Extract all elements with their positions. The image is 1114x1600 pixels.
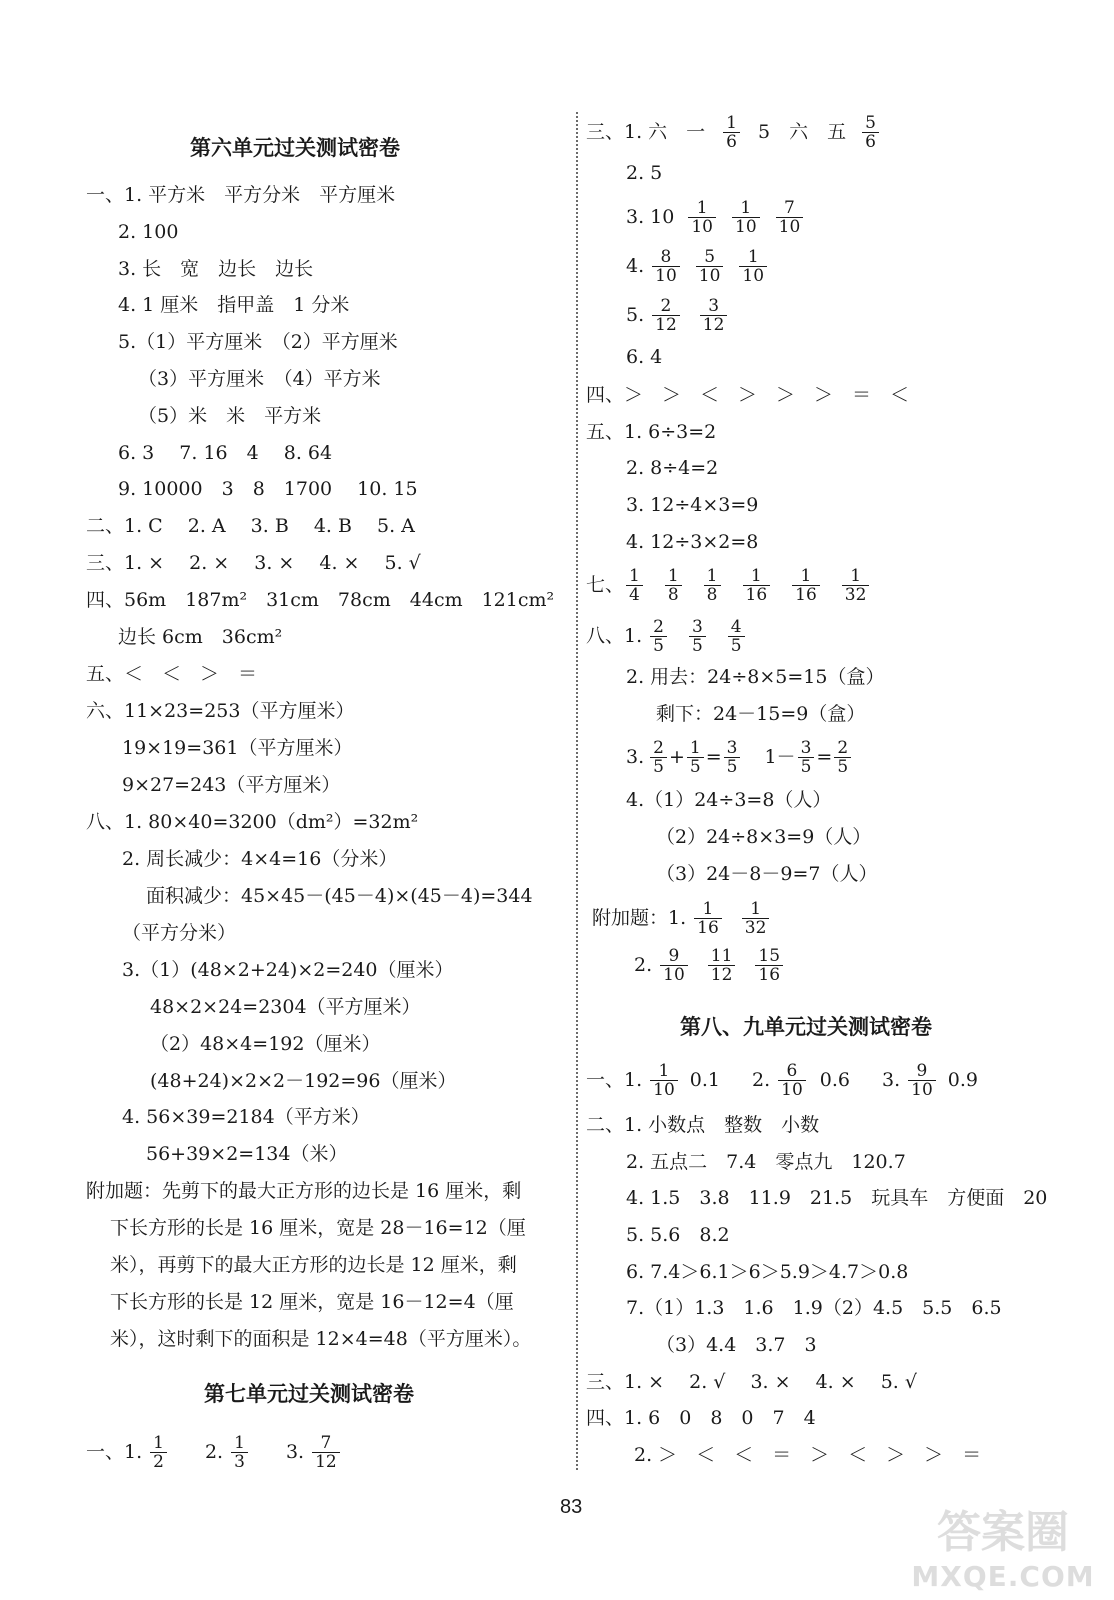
answer-line: 6. 7.4＞6.1＞6＞5.9＞4.7＞0.8 xyxy=(626,1261,909,1283)
unit89-yi-line: 一、1. $\frac{1}{10}$ 0.1 2. $\frac{6}{10}$ 0.6 3. $\frac{9}{10}$ 0.9 xyxy=(586,1060,978,1100)
fraction: $\frac{1}{10}$ xyxy=(739,248,767,285)
fujia-q1-line: 附加题：1. $\frac{1}{16}$ $\frac{1}{32}$ xyxy=(592,896,771,940)
answer-line: 一、1. 平方米 平方分米 平方厘米 xyxy=(86,184,396,206)
fraction: $\frac{3}{5}$ xyxy=(798,739,815,776)
san-q1-line: 三、1. 六 一 $\frac{1}{6}$ 5 六 五 $\frac{5}{6}$ xyxy=(586,110,881,154)
answer-line: 三、1. × 2. √ 3. × 4. × 5. √ xyxy=(586,1371,917,1393)
answer-line: 附加题：先剪下的最大正方形的边长是 16 厘米，剩 xyxy=(86,1180,522,1202)
page-number: 83 xyxy=(560,1496,583,1518)
fraction: $\frac{9}{10}$ xyxy=(660,947,688,984)
answer-line: 9×27=243（平方厘米） xyxy=(122,774,341,796)
fraction: $\frac{5}{10}$ xyxy=(696,248,724,285)
question-label: 一、1. xyxy=(86,1441,143,1463)
fraction: $\frac{5}{6}$ xyxy=(862,114,879,151)
answer-line: 6. 4 xyxy=(626,346,663,368)
ba-q3-line: 3. $\frac{2}{5}$ + $\frac{1}{5}$ = $\frac{3}{5}$ 1－ $\frac{3}{5}$ = $\frac{2}{5}$ xyxy=(626,735,853,779)
fraction: $\frac{2}{5}$ xyxy=(834,739,851,776)
answer-line: 3.（1）(48×2+24)×2=240（厘米） xyxy=(122,959,454,981)
answer-line: 2. 五点二 7.4 零点九 120.7 xyxy=(626,1151,906,1173)
answer-line: 五、＜ ＜ ＞ ＝ xyxy=(86,663,258,685)
question-label: 2. xyxy=(204,1441,224,1463)
fraction: $\frac{1}{32}$ xyxy=(742,900,770,937)
answer-line: 2. 8÷4=2 xyxy=(626,457,719,479)
answer-line: 米），这时剩下的面积是 12×4=48（平方厘米）。 xyxy=(110,1328,532,1350)
answer-line: 六、11×23=253（平方厘米） xyxy=(86,700,355,722)
fraction: $\frac{1}{8}$ xyxy=(704,567,721,604)
fraction: $\frac{9}{10}$ xyxy=(908,1062,936,1099)
answer-line: 56+39×2=134（米） xyxy=(146,1143,348,1165)
fraction: $\frac{1}{3}$ xyxy=(231,1434,248,1471)
answer-line: 3. 12÷4×3=9 xyxy=(626,494,759,516)
fraction: $\frac{11}{12}$ xyxy=(708,947,736,984)
answer-line: 7.（1）1.3 1.6 1.9（2）4.5 5.5 6.5 xyxy=(626,1297,1002,1319)
fraction: $\frac{3}{12}$ xyxy=(700,297,728,334)
watermark-bottom-text: MXQE.COM xyxy=(911,1560,1095,1593)
fraction: $\frac{1}{10}$ xyxy=(732,199,760,236)
fraction: $\frac{1}{16}$ xyxy=(694,900,722,937)
answer-line: 4. 12÷3×2=8 xyxy=(626,531,759,553)
fraction: $\frac{1}{5}$ xyxy=(687,739,704,776)
right-column xyxy=(578,0,1114,1600)
fujia-q2-line: 2. $\frac{9}{10}$ $\frac{11}{12}$ $\frac{15}{16}$ xyxy=(634,943,785,987)
unit7-title: 第七单元过关测试密卷 xyxy=(204,1382,414,1406)
answer-line: （3）4.4 3.7 3 xyxy=(656,1334,817,1356)
answer-line: 19×19=361（平方厘米） xyxy=(122,737,353,759)
unit89-title: 第八、九单元过关测试密卷 xyxy=(680,1015,932,1039)
fraction: $\frac{15}{16}$ xyxy=(755,947,783,984)
answer-line: 下长方形的长是 16 厘米，宽是 28－16=12（厘 xyxy=(110,1217,526,1239)
fraction: $\frac{2}{12}$ xyxy=(652,297,680,334)
answer-line: 四、56m 187m² 31cm 78cm 44cm 121cm² xyxy=(86,589,555,611)
answer-line: 米），再剪下的最大正方形的边长是 12 厘米，剩 xyxy=(110,1254,517,1276)
answer-line: 4. 1 厘米 指甲盖 1 分米 xyxy=(118,294,350,316)
answer-line: 5. 5.6 8.2 xyxy=(626,1224,730,1246)
answer-line: （2）48×4=192（厘米） xyxy=(150,1033,381,1055)
answer-line: 四、1. 6 0 8 0 7 4 xyxy=(586,1407,816,1429)
answer-line: 2. 5 xyxy=(626,162,663,184)
san-q4-line: 4. $\frac{8}{10}$ $\frac{5}{10}$ $\frac{1}{10}$ xyxy=(626,244,769,288)
answer-line: 下长方形的长是 12 厘米，宽是 16－12=4（厘 xyxy=(110,1291,514,1313)
answer-line: 八、1. 80×40=3200（dm²）=32m² xyxy=(86,811,419,833)
san-q3-line: 3. 10 $\frac{1}{10}$ $\frac{1}{10}$ $\frac{7}{10}$ xyxy=(626,195,805,239)
answer-line: 2. ＞ ＜ ＜ ＝ ＞ ＜ ＞ ＞ ＝ xyxy=(634,1444,982,1466)
answer-line: （5）米 米 平方米 xyxy=(138,405,322,427)
fraction: $\frac{1}{16}$ xyxy=(792,567,820,604)
fraction: $\frac{7}{12}$ xyxy=(312,1434,340,1471)
answer-line: 二、1. C 2. A 3. B 4. B 5. A xyxy=(86,515,415,537)
answer-line: 四、＞ ＞ ＜ ＞ ＞ ＞ ＝ ＜ xyxy=(586,384,910,406)
fraction: $\frac{7}{10}$ xyxy=(776,199,804,236)
answer-line: （2）24÷8×3=9（人） xyxy=(656,826,872,848)
answer-line: 4. 1.5 3.8 11.9 21.5 玩具车 方便面 20 xyxy=(626,1187,1048,1209)
fraction: $\frac{1}{32}$ xyxy=(842,567,870,604)
ba-q1-line: 八、1. $\frac{2}{5}$ $\frac{3}{5}$ $\frac{4}{5}$ xyxy=(586,614,747,658)
answer-line: 边长 6cm 36cm² xyxy=(118,626,283,648)
unit7-q1-line xyxy=(86,1430,342,1474)
answer-line: 48×2×24=2304（平方厘米） xyxy=(150,996,421,1018)
fraction: $\frac{2}{5}$ xyxy=(650,739,667,776)
answer-line: （3）平方厘米 （4）平方米 xyxy=(138,368,381,390)
fraction: $\frac{1}{8}$ xyxy=(665,567,682,604)
unit6-title: 第六单元过关测试密卷 xyxy=(190,136,400,160)
san-q5-line: 5. $\frac{2}{12}$ $\frac{3}{12}$ xyxy=(626,293,729,337)
fraction: $\frac{1}{10}$ xyxy=(650,1062,678,1099)
answer-line: 2. 周长减少：4×4=16（分米） xyxy=(122,848,398,870)
answer-line: 3. 长 宽 边长 边长 xyxy=(118,258,314,280)
fraction: $\frac{2}{5}$ xyxy=(650,618,667,655)
answer-line: 三、1. × 2. × 3. × 4. × 5. √ xyxy=(86,552,421,574)
fraction: $\frac{3}{5}$ xyxy=(689,618,706,655)
answer-line: （平方分米） xyxy=(122,922,237,944)
fraction: $\frac{3}{5}$ xyxy=(724,739,741,776)
answer-line: 4. 56×39=2184（平方米） xyxy=(122,1106,370,1128)
answer-line: 二、1. 小数点 整数 小数 xyxy=(586,1114,820,1136)
fraction: $\frac{1}{16}$ xyxy=(743,567,771,604)
answer-line: （3）24－8－9=7（人） xyxy=(656,863,878,885)
qi-line: 七、 $\frac{1}{4}$ $\frac{1}{8}$ $\frac{1}{8}$ $\frac{1}{16}$ $\frac{1}{16}$ $\frac{1}{32}$ xyxy=(586,563,871,607)
watermark-top-text: 答案圈 xyxy=(937,1507,1069,1558)
fraction: $\frac{4}{5}$ xyxy=(728,618,745,655)
answer-line: 5.（1）平方厘米 （2）平方厘米 xyxy=(118,331,398,353)
answer-line: 五、1. 6÷3=2 xyxy=(586,421,717,443)
answer-line: 9. 10000 3 8 1700 10. 15 xyxy=(118,478,418,500)
fraction: $\frac{1}{6}$ xyxy=(723,114,740,151)
fraction: $\frac{1}{4}$ xyxy=(626,567,643,604)
fraction: $\frac{1}{10}$ xyxy=(688,199,716,236)
fraction: $\frac{6}{10}$ xyxy=(778,1062,806,1099)
answer-line: 剩下：24－15=9（盒） xyxy=(656,703,866,725)
watermark-logo xyxy=(903,1508,1103,1596)
answer-line: 面积减少：45×45－(45－4)×(45－4)=344 xyxy=(146,885,533,907)
question-label: 3. xyxy=(285,1441,305,1463)
answer-line: (48+24)×2×2－192=96（厘米） xyxy=(150,1070,457,1092)
answer-line: 4.（1）24÷3=8（人） xyxy=(626,789,832,811)
fraction: $\frac{1}{2}$ xyxy=(150,1434,167,1471)
answer-line: 2. 用去：24÷8×5=15（盒） xyxy=(626,666,885,688)
answer-line: 6. 3 7. 16 4 8. 64 xyxy=(118,442,333,464)
fraction: $\frac{8}{10}$ xyxy=(652,248,680,285)
answer-line: 2. 100 xyxy=(118,221,179,243)
